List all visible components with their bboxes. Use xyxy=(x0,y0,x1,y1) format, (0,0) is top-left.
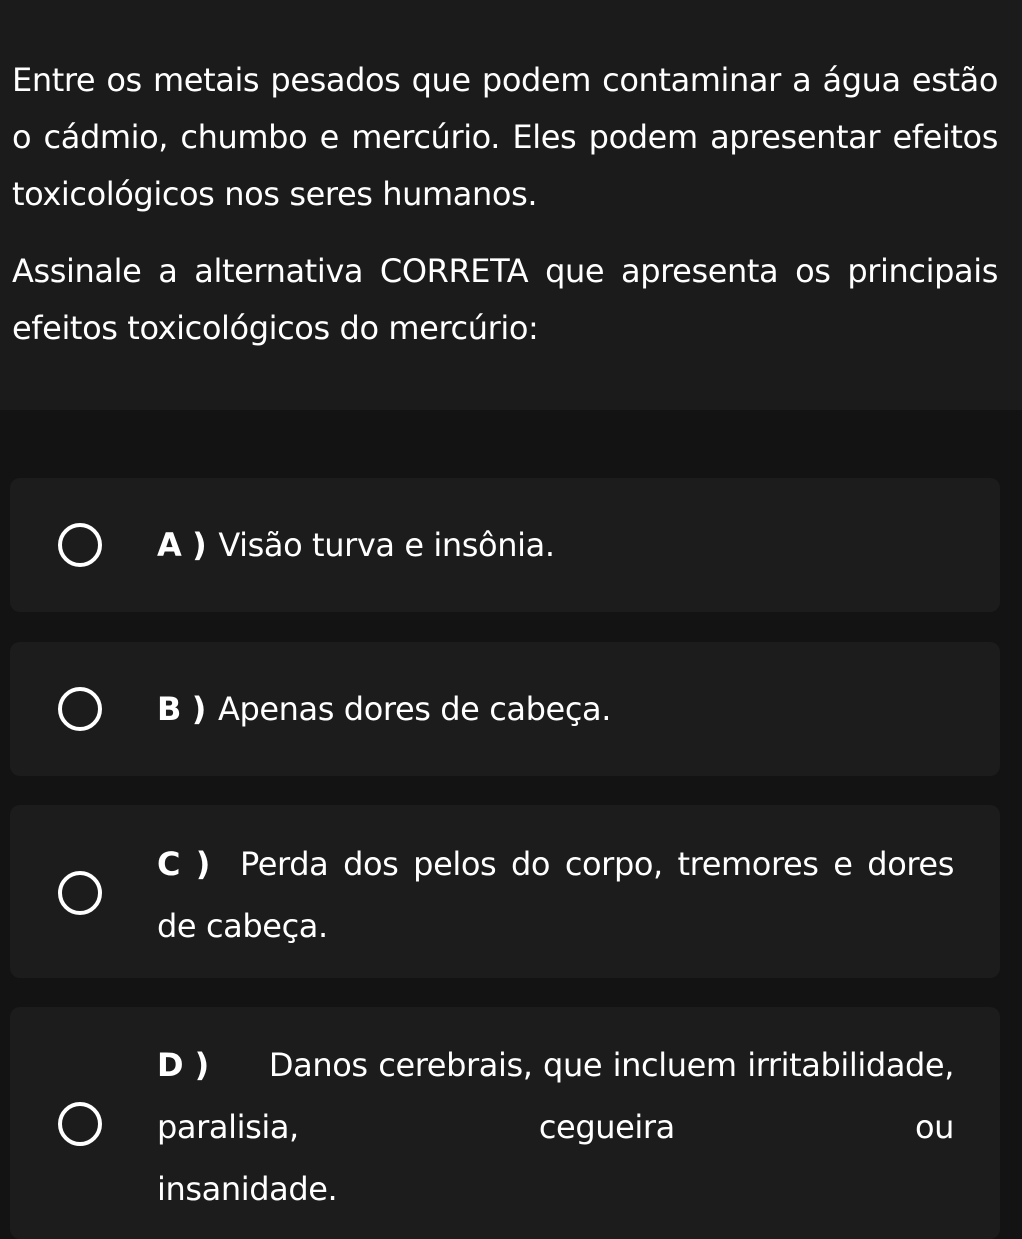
option-d-text xyxy=(157,1034,954,1220)
option-b[interactable] xyxy=(10,642,1000,776)
question-panel xyxy=(0,0,1022,410)
option-d-label-last: insanidade. xyxy=(157,1170,338,1208)
option-b-radio[interactable] xyxy=(58,687,102,731)
option-b-label: Apenas dores de cabeça. xyxy=(217,690,612,728)
option-a-radio[interactable] xyxy=(58,523,102,567)
option-d-radio[interactable] xyxy=(58,1102,102,1146)
option-a-label: Visão turva e insônia. xyxy=(218,526,555,564)
option-d-label: Danos cerebrais, que incluem irritabilidade, paralisia, cegueira ou xyxy=(157,1046,954,1146)
option-c-label: Perda dos pelos do corpo, tremores e dores de cabeça. xyxy=(157,845,954,945)
option-a-letter: A ) xyxy=(157,526,207,564)
option-c-letter: C ) xyxy=(157,845,210,883)
question-paragraph-2: Assinale a alternativa CORRETA que apresenta os principais efeitos toxicológicos do mercúrio: xyxy=(12,252,998,347)
option-c-text xyxy=(157,833,954,957)
question-paragraph-1: Entre os metais pesados que podem contaminar a água estão o cádmio, chumbo e mercúrio. Eles podem apresentar efeitos toxicológicos nos seres humanos. xyxy=(12,61,998,213)
option-c-radio[interactable] xyxy=(58,871,102,915)
option-a[interactable] xyxy=(10,478,1000,612)
option-c[interactable] xyxy=(10,805,1000,978)
option-d-letter: D ) xyxy=(157,1046,209,1084)
option-b-text xyxy=(157,678,954,740)
option-a-text xyxy=(157,514,954,576)
option-b-letter: B ) xyxy=(157,690,206,728)
option-d[interactable] xyxy=(10,1007,1000,1239)
